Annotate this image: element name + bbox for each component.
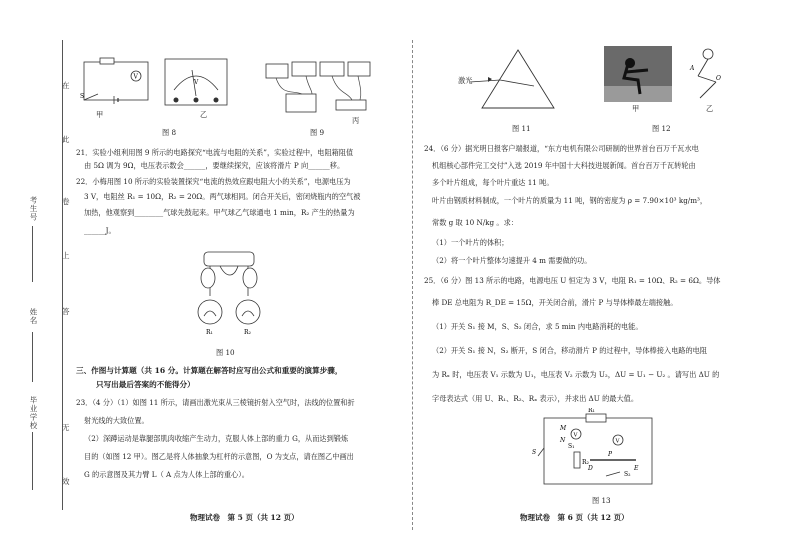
binding-char: 上 xyxy=(62,251,70,260)
fig12-label-yi: 乙 xyxy=(706,104,714,113)
svg-text:R₁: R₁ xyxy=(206,329,213,336)
q23-line: （2）深蹲运动是靠腿部肌肉收缩产生动力，克服人体上部的重力 G，从而达到锻炼 xyxy=(84,434,349,443)
q24-line: （2）将一个叶片整体匀速提升 4 m 需要做的功。 xyxy=(432,256,592,265)
fig13-circuit xyxy=(530,408,666,492)
binding-char: 卷 xyxy=(62,197,70,206)
svg-text:R₁: R₁ xyxy=(588,408,595,414)
q23-line: 目的（如图 12 甲）。图乙是将人体抽象为杠杆的示意图，O 为支点，请在图乙中画出 xyxy=(84,452,354,461)
q22-line: 22．小梅用图 10 所示的实验装置探究“电流的热效应跟电阻大小的关系”，电源电压为 xyxy=(76,177,351,186)
svg-text:V: V xyxy=(615,438,620,445)
svg-text:P: P xyxy=(608,451,613,458)
svg-text:S₁: S₁ xyxy=(568,443,575,450)
school-field[interactable] xyxy=(32,432,33,490)
fig8-label-jia: 甲 xyxy=(96,110,104,119)
q24-line: 多个叶片组成，每个叶片重达 11 吨。 xyxy=(432,178,554,187)
q23-line: 23．（4 分）（1）如图 11 所示，请画出激光束从三棱镜折射入空气时，法线的位置和折 xyxy=(76,398,355,407)
fig8-label-yi: 乙 xyxy=(200,110,208,119)
q22-line: ______J。 xyxy=(84,226,116,235)
binding-char: 效 xyxy=(62,477,70,486)
left-footer: 物理试卷 第 5 页（共 12 页） xyxy=(190,513,299,522)
q25-line: 棒 DE 总电阻为 R_DE = 15Ω，开关闭合前，滑片 P 与导体棒最左端接触。 xyxy=(432,298,678,307)
name-field[interactable] xyxy=(32,332,33,382)
fig10-caption: 图 10 xyxy=(216,348,235,357)
q21-line: 由 5Ω 调为 9Ω，电压表示数会______，要继续探究，应该将滑片 P 向______移。 xyxy=(84,161,345,170)
q25-line: 为 Rₓ 时，电压表 V₁ 示数为 U₁，电压表 V₂ 示数为 U₂，ΔU = U₁ − U₂ 。请写出 ΔU 的 xyxy=(432,370,720,379)
name-label: 姓名 xyxy=(29,308,38,325)
svg-text:V: V xyxy=(194,79,199,86)
binding-line xyxy=(62,40,63,510)
q24-line: 叶片由钢质材料制成，一个叶片的质量为 11 吨，钢的密度为 ρ = 7.90×10³ kg/m³， xyxy=(432,196,708,205)
svg-text:M: M xyxy=(560,425,567,432)
svg-text:S: S xyxy=(80,93,85,100)
fig8-caption: 图 8 xyxy=(162,128,177,137)
q22-line: 3 V，电阻丝 R₁ = 10Ω，R₂ = 20Ω。两气球相同。闭合开关后，密闭烧瓶内的空气被 xyxy=(84,192,361,201)
fig12-caption: 图 12 xyxy=(652,124,671,133)
svg-text:N: N xyxy=(560,437,566,444)
svg-text:O: O xyxy=(716,75,721,82)
fig9-caption: 图 9 xyxy=(310,128,325,137)
q24-line: 常数 g 取 10 N/kg 。求： xyxy=(432,218,518,227)
binding-char: 在 xyxy=(62,81,70,90)
q25-line: （2）开关 S₁ 接 N，S₂ 断开，S 闭合，移动滑片 P 的过程中，导体棒接入电路的电阻 xyxy=(432,346,708,355)
section3-heading: 三、作图与计算题（共 16 分。计算题在解答时应写出公式和重要的演算步骤， xyxy=(76,366,343,375)
section3-heading: 只写出最后答案的不能得分） xyxy=(96,380,195,389)
fig9-label-bing: 丙 xyxy=(352,116,360,125)
fig8-meter xyxy=(164,58,228,108)
page-divider xyxy=(412,40,413,530)
laser-label: 激光 xyxy=(458,76,473,85)
svg-text:S: S xyxy=(532,449,537,456)
school-label: 毕业学校 xyxy=(29,396,38,430)
binding-char: 答 xyxy=(62,307,70,316)
svg-text:V: V xyxy=(573,432,578,439)
fig13-caption: 图 13 xyxy=(592,496,611,505)
fig12-lever-diagram xyxy=(686,46,726,106)
q25-line: （1）开关 S₁ 接 M，S、S₂ 闭合，求 5 min 内电路消耗的电能。 xyxy=(432,322,643,331)
fig11-prism xyxy=(468,48,568,112)
q23-line: 射光线的大致位置。 xyxy=(84,416,149,425)
q25-line: 字母表达式（用 U、R₁、R₂、Rₓ 表示），并求出 ΔU 的最大值。 xyxy=(432,394,639,403)
svg-text:R₂: R₂ xyxy=(582,459,589,466)
fig8-circuit xyxy=(78,56,156,108)
q25-line: 25．（6 分）图 13 所示的电路，电源电压 U 恒定为 3 V，电阻 R₁ = 10Ω、R₂ = 6Ω。导体 xyxy=(424,276,721,285)
svg-text:A: A xyxy=(690,65,695,72)
svg-text:E: E xyxy=(634,465,639,472)
q24-line: 机组核心部件完工交付”入选 2019 年中国十大科技进展新闻。首台百万千瓦转轮由 xyxy=(432,161,696,170)
fig9-apparatus xyxy=(262,56,374,124)
svg-text:V: V xyxy=(133,73,138,81)
q24-line: （1）一个叶片的体积； xyxy=(432,238,509,247)
q23-line: G 的示意图及其力臂 L（ A 点为人体上部的重心）。 xyxy=(84,470,249,479)
svg-text:R₂: R₂ xyxy=(244,329,251,336)
exam-no-label: 考生号 xyxy=(29,196,38,222)
q24-line: 24．（6 分）据光明日报客户端报道，“东方电机有限公司研制的世界首台百万千瓦水电 xyxy=(424,144,699,153)
fig10-apparatus xyxy=(190,244,268,340)
svg-text:S₂: S₂ xyxy=(624,471,631,478)
right-footer: 物理试卷 第 6 页（共 12 页） xyxy=(520,513,629,522)
fig12-label-jia: 甲 xyxy=(632,104,640,113)
binding-char: 无 xyxy=(62,423,70,432)
exam-no-field[interactable] xyxy=(32,226,33,282)
q21-line: 21．实验小组利用图 9 所示的电路探究“电流与电阻的关系”，实验过程中，电阻箱阻值 xyxy=(76,148,354,157)
fig12-photo xyxy=(604,46,672,102)
q22-line: 加热，他观察到________气球先鼓起来。甲气球乙气球通电 1 min，R₂ 产生的热量为 xyxy=(84,208,355,217)
binding-char: 此 xyxy=(62,135,70,144)
svg-text:D: D xyxy=(588,465,593,472)
fig11-caption: 图 11 xyxy=(512,124,531,133)
